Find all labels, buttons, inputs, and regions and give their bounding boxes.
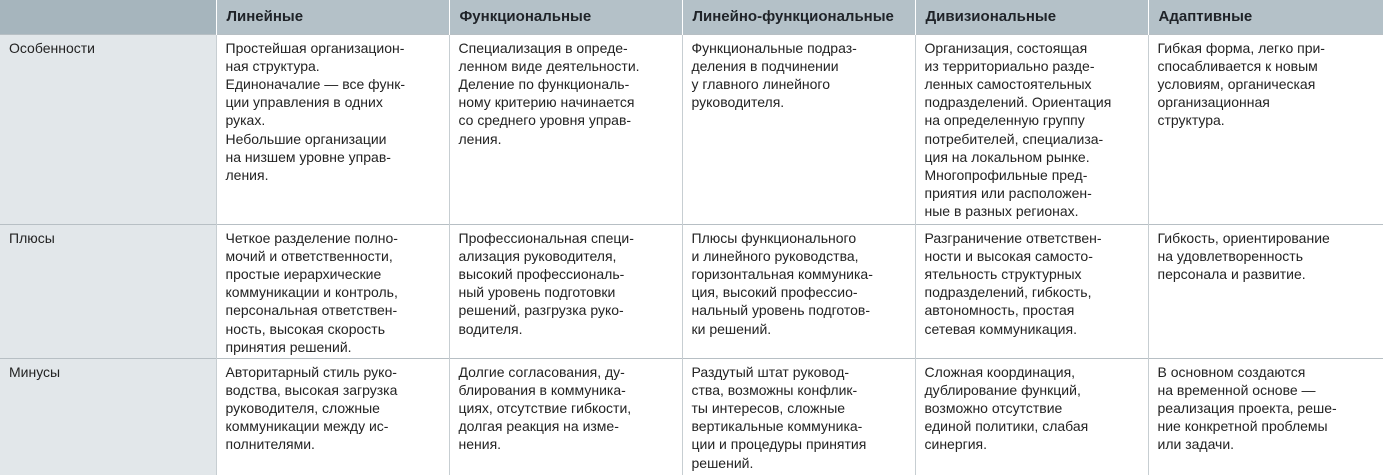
table-cell: Простейшая организацион- ная структура. Единоначалие — все функ- ции управления в одних руках. Небольшие организации на низшем уровне управ- ления. <box>216 34 449 224</box>
row-label-cons: Минусы <box>0 358 216 475</box>
header-functional: Функциональные <box>449 0 682 34</box>
header-adaptive: Адаптивные <box>1148 0 1383 34</box>
table-cell: Организация, состоящая из территориально разде- ленных самостоятельных подразделений. Ориентация на определенную группу потребителей, специализа- ция на локальном рынке. Многопрофильные пред- приятия или расположен- ные в разных регионах. <box>915 34 1148 224</box>
table-row <box>0 224 1383 358</box>
table-cell: Авторитарный стиль руко- водства, высокая загрузка руководителя, сложные коммуникации между ис- полнителями. <box>216 358 449 475</box>
table-cell: Специализация в опреде- ленном виде деятельности. Деление по функциональ- ному критерию начинается со среднего уровня управ- ления. <box>449 34 682 224</box>
table-cell: Профессиональная специ- ализация руководителя, высокий профессиональ- ный уровень подготовки решений, разгрузка руко- водителя. <box>449 224 682 358</box>
header-linear: Линейные <box>216 0 449 34</box>
table-row <box>0 34 1383 224</box>
table-cell: Долгие согласования, ду- блирования в коммуника- циях, отсутствие гибкости, долгая реакция на изме- нения. <box>449 358 682 475</box>
header-linear-functional: Линейно-функциональные <box>682 0 915 34</box>
row-label-features: Особенности <box>0 34 216 224</box>
header-row <box>0 0 1383 34</box>
table-cell: Четкое разделение полно- мочий и ответственности, простые иерархические коммуникации и контроль, персональная ответствен- ность, высокая скорость принятия решений. <box>216 224 449 358</box>
table-cell: Плюсы функционального и линейного руководства, горизонтальная коммуника- ция, высокий профессио- нальный уровень подготов- ки решений. <box>682 224 915 358</box>
header-corner <box>0 0 216 34</box>
table-row <box>0 358 1383 475</box>
table-cell: Разграничение ответствен- ности и высокая самосто- ятельность структурных подразделений, гибкость, автономность, простая сетевая коммуникация. <box>915 224 1148 358</box>
table-cell: В основном создаются на временной основе — реализация проекта, реше- ние конкретной проблемы или задачи. <box>1148 358 1383 475</box>
table-cell: Сложная координация, дублирование функций, возможно отсутствие единой политики, слабая синергия. <box>915 358 1148 475</box>
table-cell: Функциональные подраз- деления в подчинении у главного линейного руководителя. <box>682 34 915 224</box>
row-label-pros: Плюсы <box>0 224 216 358</box>
table-cell: Гибкость, ориентирование на удовлетворенность персонала и развитие. <box>1148 224 1383 358</box>
header-divisional: Дивизиональные <box>915 0 1148 34</box>
table-cell: Раздутый штат руковод- ства, возможны конфлик- ты интересов, сложные вертикальные коммуника- ции и процедуры принятия решений. <box>682 358 915 475</box>
table-cell: Гибкая форма, легко при- спосабливается к новым условиям, органическая организационная структура. <box>1148 34 1383 224</box>
